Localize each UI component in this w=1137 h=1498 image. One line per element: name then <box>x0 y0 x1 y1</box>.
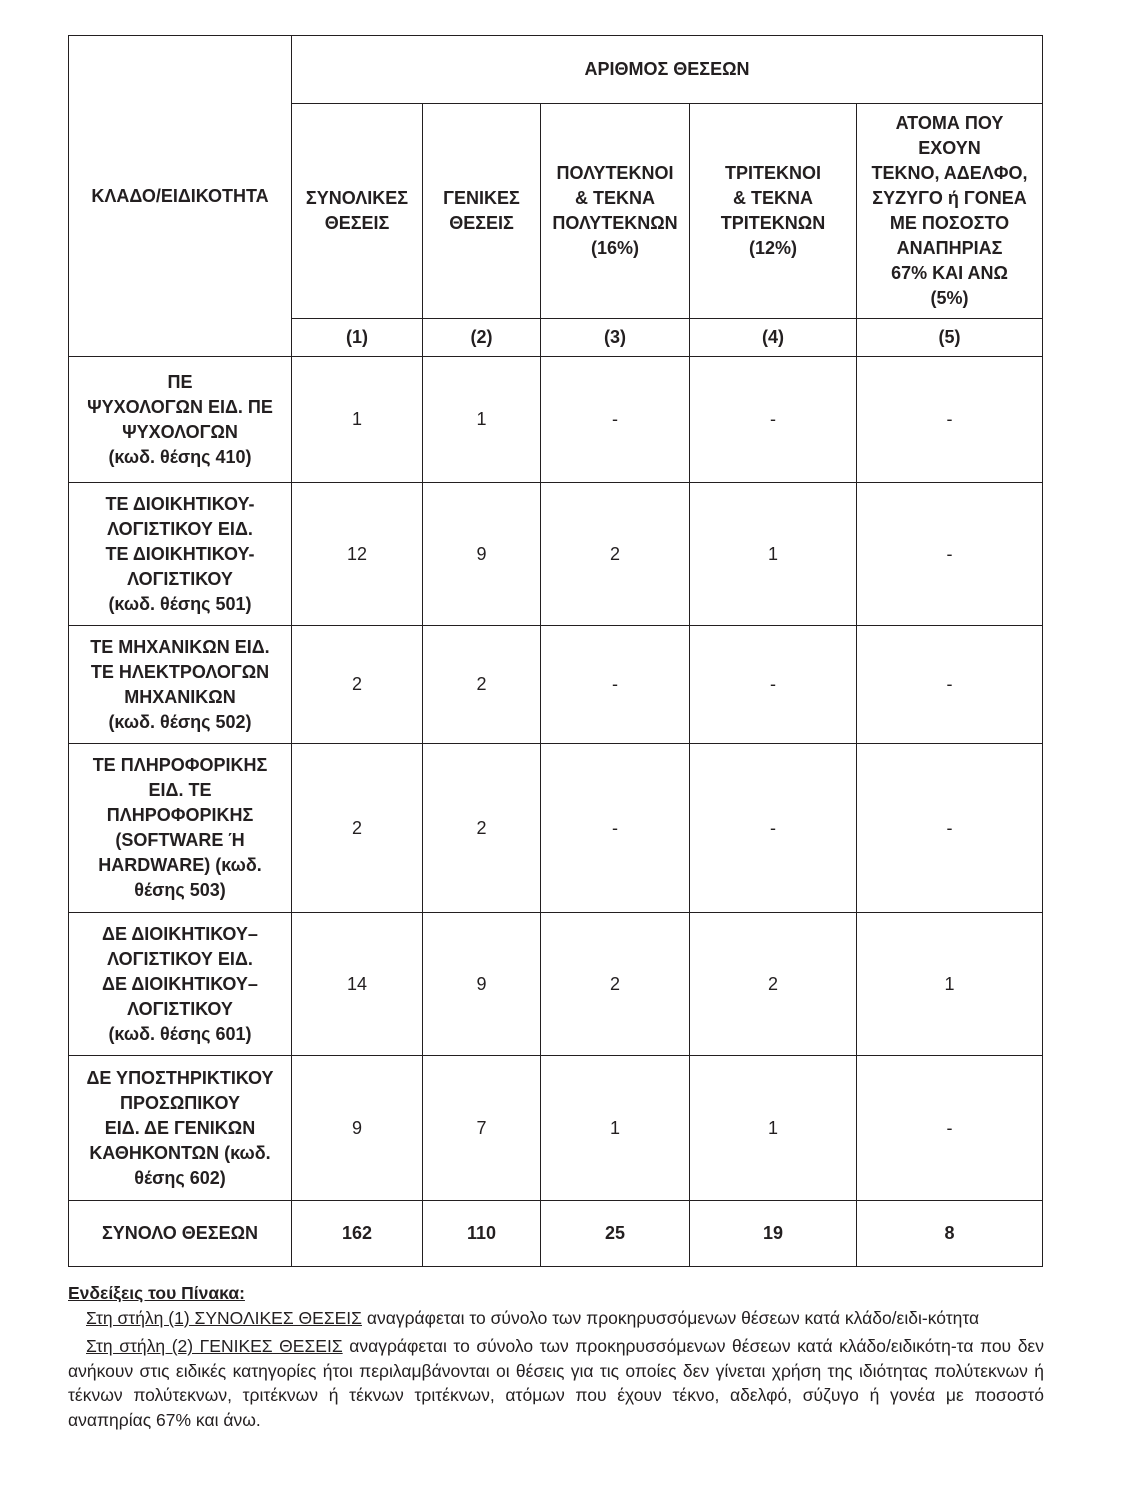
totals-label: ΣΥΝΟΛΟ ΘΕΣΕΩΝ <box>69 1201 292 1267</box>
cell-col4: 1 <box>690 483 857 626</box>
specialty-name: ΤΕ ΜΗΧΑΝΙΚΩΝ ΕΙΔ. ΤΕ ΗΛΕΚΤΡΟΛΟΓΩΝ ΜΗΧΑΝΙΚΩΝ (κωδ. θέσης 502) <box>69 626 292 744</box>
cell-col3: 2 <box>541 483 690 626</box>
cell-col5: - <box>857 1056 1043 1201</box>
table-row <box>69 483 1043 626</box>
header-num1: (1) <box>292 319 423 357</box>
header-col4: ΤΡΙΤΕΚΝΟΙ & ΤΕΚΝΑ ΤΡΙΤΕΚΝΩΝ (12%) <box>690 104 857 319</box>
header-num5: (5) <box>857 319 1043 357</box>
cell-col5: - <box>857 744 1043 913</box>
cell-col5: 1 <box>857 913 1043 1056</box>
total-col4: 19 <box>690 1201 857 1267</box>
header-num4: (4) <box>690 319 857 357</box>
cell-col1: 1 <box>292 357 423 483</box>
table-row <box>69 744 1043 913</box>
cell-col3: 2 <box>541 913 690 1056</box>
notes-title: Ενδείξεις του Πίνακα: <box>68 1283 245 1303</box>
cell-col5: - <box>857 626 1043 744</box>
total-col2: 110 <box>423 1201 541 1267</box>
cell-col1: 2 <box>292 744 423 913</box>
cell-col2: 9 <box>423 483 541 626</box>
header-specialty: ΚΛΑΔΟ/ΕΙΔΙΚΟΤΗΤΑ <box>69 36 292 357</box>
cell-col3: 1 <box>541 1056 690 1201</box>
cell-col1: 2 <box>292 626 423 744</box>
specialty-name: ΔΕ ΥΠΟΣΤΗΡΙΚΤΙΚΟΥ ΠΡΟΣΩΠΙΚΟΥ ΕΙΔ. ΔΕ ΓΕΝΙΚΩΝ ΚΑΘΗΚΟΝΤΩΝ (κωδ. θέσης 602) <box>69 1056 292 1201</box>
cell-col2: 9 <box>423 913 541 1056</box>
header-num3: (3) <box>541 319 690 357</box>
note-2-lead: Στη στήλη (2) ΓΕΝΙΚΕΣ ΘΕΣΕΙΣ <box>86 1336 343 1356</box>
cell-col4: 1 <box>690 1056 857 1201</box>
totals-row <box>69 1201 1043 1267</box>
cell-col3: - <box>541 357 690 483</box>
header-col2: ΓΕΝΙΚΕΣ ΘΕΣΕΙΣ <box>423 104 541 319</box>
cell-col4: - <box>690 626 857 744</box>
header-group-title: ΑΡΙΘΜΟΣ ΘΕΣΕΩΝ <box>292 36 1043 104</box>
cell-col1: 14 <box>292 913 423 1056</box>
total-col3: 25 <box>541 1201 690 1267</box>
positions-table <box>68 35 1043 1267</box>
cell-col2: 7 <box>423 1056 541 1201</box>
total-col1: 162 <box>292 1201 423 1267</box>
cell-col4: 2 <box>690 913 857 1056</box>
cell-col2: 1 <box>423 357 541 483</box>
cell-col4: - <box>690 357 857 483</box>
cell-col4: - <box>690 744 857 913</box>
cell-col2: 2 <box>423 626 541 744</box>
table-notes <box>68 1281 1044 1436</box>
specialty-name: ΔΕ ΔΙΟΙΚΗΤΙΚΟΥ– ΛΟΓΙΣΤΙΚΟΥ ΕΙΔ. ΔΕ ΔΙΟΙΚΗΤΙΚΟΥ– ΛΟΓΙΣΤΙΚΟΥ (κωδ. θέσης 601) <box>69 913 292 1056</box>
specialty-name: ΤΕ ΔΙΟΙΚΗΤΙΚΟΥ- ΛΟΓΙΣΤΙΚΟΥ ΕΙΔ. ΤΕ ΔΙΟΙΚΗΤΙΚΟΥ- ΛΟΓΙΣΤΙΚΟΥ (κωδ. θέσης 501) <box>69 483 292 626</box>
specialty-name: ΠΕ ΨΥΧΟΛΟΓΩΝ ΕΙΔ. ΠΕ ΨΥΧΟΛΟΓΩΝ (κωδ. θέσης 410) <box>69 357 292 483</box>
note-2-text: αναγράφεται το σύνολο των προκηρυσσόμενων θέσεων κατά κλάδο/ειδικότη-τα που δεν ανήκουν στις ειδικές κατηγορίες ήτοι περιλαμβάνονται οι θέσεις για τις οποίες δεν γίνεται χρήση της ιδιότητας πολύτεκνων ή τέκνων πολύτεκνων, τριτέκνων ή τέκνων τριτέκνων, ατόμων που έχουν τέκνο, αδελφό, σύζυγο ή γονέα με ποσοστό αναπηρίας 67% και άνω. <box>68 1336 1044 1430</box>
note-column-1 <box>68 1306 1044 1331</box>
header-col1: ΣΥΝΟΛΙΚΕΣ ΘΕΣΕΙΣ <box>292 104 423 319</box>
header-col5: ΑΤΟΜΑ ΠΟΥ ΕΧΟΥΝ ΤΕΚΝΟ, ΑΔΕΛΦΟ, ΣΥΖΥΓΟ ή ΓΟΝΕΑ ΜΕ ΠΟΣΟΣΤΟ ΑΝΑΠΗΡΙΑΣ 67% ΚΑΙ ΑΝΩ (5%) <box>857 104 1043 319</box>
note-1-lead: Στη στήλη (1) ΣΥΝΟΛΙΚΕΣ ΘΕΣΕΙΣ <box>86 1307 362 1328</box>
cell-col3: - <box>541 744 690 913</box>
total-col5: 8 <box>857 1201 1043 1267</box>
table-row <box>69 357 1043 483</box>
cell-col3: - <box>541 626 690 744</box>
table-row <box>69 626 1043 744</box>
header-col3: ΠΟΛΥΤΕΚΝΟΙ & ΤΕΚΝΑ ΠΟΛΥΤΕΚΝΩΝ (16%) <box>541 104 690 319</box>
cell-col1: 12 <box>292 483 423 626</box>
note-1-text: αναγράφεται το σύνολο των προκηρυσσόμενων θέσεων κατά κλάδο/ειδι-κότητα <box>361 1307 980 1328</box>
table-row <box>69 913 1043 1056</box>
cell-col5: - <box>857 357 1043 483</box>
note-column-2 <box>68 1334 1044 1432</box>
cell-col1: 9 <box>292 1056 423 1201</box>
table-row <box>69 1056 1043 1201</box>
cell-col5: - <box>857 483 1043 626</box>
cell-col2: 2 <box>423 744 541 913</box>
specialty-name: ΤΕ ΠΛΗΡΟΦΟΡΙΚΗΣ ΕΙΔ. ΤΕ ΠΛΗΡΟΦΟΡΙΚΗΣ (SOFTWARE Ή HARDWARE) (κωδ. θέσης 503) <box>69 744 292 913</box>
header-num2: (2) <box>423 319 541 357</box>
